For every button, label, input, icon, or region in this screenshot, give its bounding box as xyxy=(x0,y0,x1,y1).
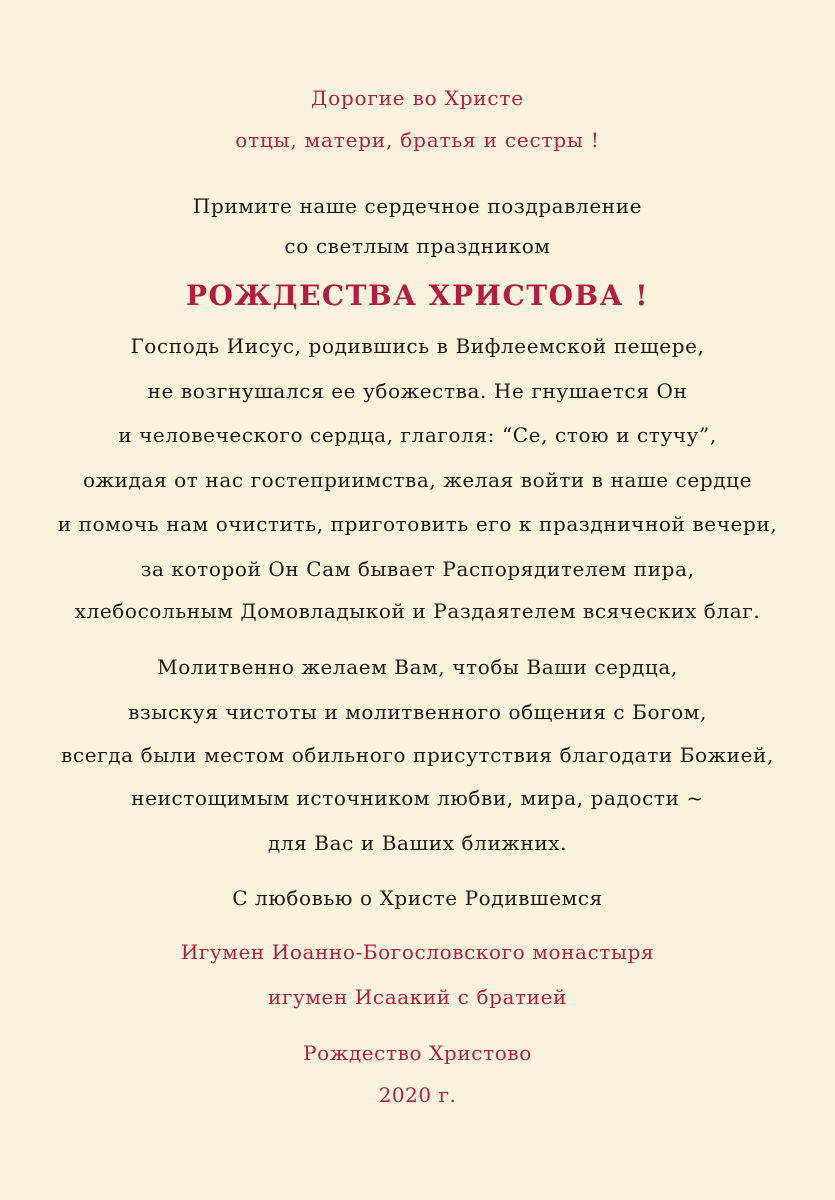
paragraph2-line: для Вас и Ваших ближних. xyxy=(267,831,568,855)
paragraph1-line: за которой Он Сам бывает Распорядителем пира, xyxy=(140,557,695,581)
greeting-line-2: отцы, матери, братья и сестры ! xyxy=(235,128,600,152)
date-line-1: Рождество Христово xyxy=(303,1041,532,1065)
paragraph1-line: ожидая от нас гостеприимства, желая войти в наше сердце xyxy=(82,468,753,492)
intro-line-1: Примите наше сердечное поздравление xyxy=(192,194,643,218)
closing-line: С любовью о Христе Родившемся xyxy=(232,886,603,910)
intro-line-2: со светлым праздником xyxy=(284,234,551,258)
date-line-2: 2020 г. xyxy=(378,1083,457,1107)
paragraph2-line: всегда были местом обильного присутствия благодати Божией, xyxy=(61,743,774,767)
paragraph1-line: и человеческого сердца, глаголя: “Се, стою и стучу”, xyxy=(118,423,717,447)
paragraph2-line: Молитвенно желаем Вам, чтобы Ваши сердца, xyxy=(157,655,678,679)
paragraph2-line: взыскуя чистоты и молитвенного общения с Богом, xyxy=(128,700,707,724)
feast-title: РОЖДЕСТВА ХРИСТОВА ! xyxy=(185,279,649,312)
signature-line-1: Игумен Иоанно-Богословского монастыря xyxy=(180,940,655,964)
paragraph1-line: хлебосольным Домовладыкой и Раздаятелем всяческих благ. xyxy=(74,599,761,623)
paragraph1-line: Господь Иисус, родившись в Вифлеемской пещере, xyxy=(130,334,705,358)
paragraph1-line: не возгнушался ее убожества. Не гнушается Он xyxy=(147,379,688,403)
paragraph1-line: и помочь нам очистить, приготовить его к праздничной вечери, xyxy=(57,512,778,536)
greeting-line-1: Дорогие во Христе xyxy=(311,86,524,110)
signature-line-2: игумен Исаакий с братией xyxy=(268,985,567,1009)
paragraph2-line: неистощимым источником любви, мира, радости ~ xyxy=(131,786,704,810)
